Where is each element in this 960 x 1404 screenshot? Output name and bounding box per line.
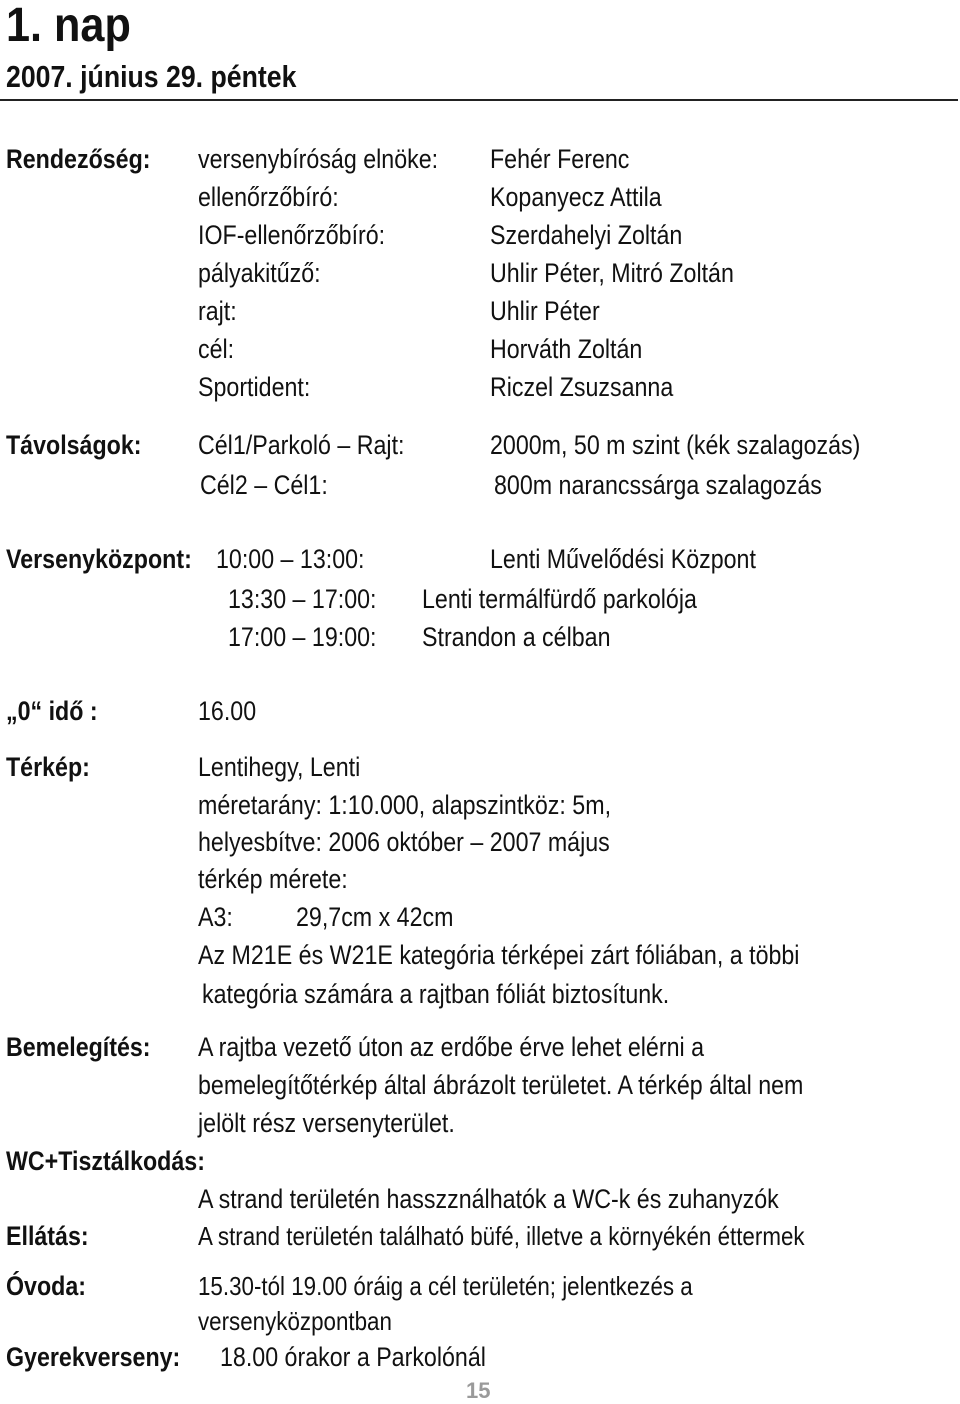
center-time: 10:00 – 13:00: bbox=[216, 544, 365, 574]
organizer-role: cél: bbox=[198, 334, 235, 364]
kids-race-text: 18.00 órakor a Parkolónál bbox=[220, 1342, 486, 1372]
organizers-label: Rendezőség: bbox=[6, 144, 151, 174]
map-label: Térkép: bbox=[6, 752, 90, 782]
catering-label: Ellátás: bbox=[6, 1221, 89, 1251]
kindergarten-line: 15.30-tól 19.00 óráig a cél területén; jelentkezés a bbox=[198, 1271, 693, 1301]
center-time: 17:00 – 19:00: bbox=[228, 622, 377, 652]
map-line: térkép mérete: bbox=[198, 864, 348, 894]
distance-route: Cél2 – Cél1: bbox=[200, 470, 328, 500]
organizer-role: Sportident: bbox=[198, 372, 311, 402]
kids-race-label: Gyerekverseny: bbox=[6, 1342, 181, 1372]
warmup-label: Bemelegítés: bbox=[6, 1032, 151, 1062]
organizer-role: IOF-ellenőrzőbíró: bbox=[198, 220, 386, 250]
warmup-line: jelölt rész versenyterület. bbox=[198, 1108, 455, 1138]
center-place: Strandon a célban bbox=[422, 622, 611, 652]
distances-label: Távolságok: bbox=[6, 430, 142, 460]
wc-text: A strand területén hasszználhatók a WC-k és zuhanyzók bbox=[198, 1184, 779, 1214]
warmup-line: bemelegítőtérkép által ábrázolt területet. A térkép által nem bbox=[198, 1070, 804, 1100]
center-place: Lenti Művelődési Központ bbox=[490, 544, 756, 574]
organizer-name: Szerdahelyi Zoltán bbox=[490, 220, 683, 250]
warmup-line: A rajtba vezető úton az erdőbe érve lehet elérni a bbox=[198, 1032, 705, 1062]
distance-value: 2000m, 50 m szint (kék szalagozás) bbox=[490, 430, 861, 460]
organizer-name: Kopanyecz Attila bbox=[490, 182, 662, 212]
map-line: méretarány: 1:10.000, alapszintköz: 5m, bbox=[198, 790, 612, 820]
organizer-role: ellenőrzőbíró: bbox=[198, 182, 339, 212]
organizer-name: Fehér Ferenc bbox=[490, 144, 630, 174]
map-size-value: 29,7cm x 42cm bbox=[296, 902, 454, 932]
organizer-name: Uhlir Péter bbox=[490, 296, 600, 326]
wc-label: WC+Tisztálkodás: bbox=[6, 1146, 205, 1176]
distance-route: Cél1/Parkoló – Rajt: bbox=[198, 430, 405, 460]
organizer-name: Uhlir Péter, Mitró Zoltán bbox=[490, 258, 734, 288]
catering-text: A strand területén található büfé, illetve a környékén éttermek bbox=[198, 1221, 805, 1251]
center-label: Versenyközpont: bbox=[6, 544, 192, 574]
map-line: helyesbítve: 2006 október – 2007 május bbox=[198, 827, 610, 857]
organizer-role: pályakitűző: bbox=[198, 258, 321, 288]
map-size-label: A3: bbox=[198, 902, 233, 932]
distance-value: 800m narancssárga szalagozás bbox=[494, 470, 822, 500]
page-title: 1. nap bbox=[6, 0, 131, 52]
organizer-role: rajt: bbox=[198, 296, 237, 326]
map-foil-line: kategória számára a rajtban fóliát biztosítunk. bbox=[202, 979, 670, 1009]
page-number: 15 bbox=[466, 1378, 491, 1403]
organizer-name: Riczel Zsuzsanna bbox=[490, 372, 674, 402]
header-divider bbox=[0, 99, 958, 101]
organizer-role: versenybíróság elnöke: bbox=[198, 144, 439, 174]
map-line: Lentihegy, Lenti bbox=[198, 752, 361, 782]
center-place: Lenti termálfürdő parkolója bbox=[422, 584, 697, 614]
map-foil-line: Az M21E és W21E kategória térképei zárt fóliában, a többi bbox=[198, 940, 800, 970]
organizer-name: Horváth Zoltán bbox=[490, 334, 643, 364]
zero-time-value: 16.00 bbox=[198, 696, 257, 726]
center-time: 13:30 – 17:00: bbox=[228, 584, 377, 614]
page-date: 2007. június 29. péntek bbox=[6, 59, 297, 94]
zero-time-label: „0“ idő : bbox=[6, 696, 98, 726]
kindergarten-label: Óvoda: bbox=[6, 1271, 86, 1301]
kindergarten-line: versenyközpontban bbox=[198, 1306, 392, 1336]
